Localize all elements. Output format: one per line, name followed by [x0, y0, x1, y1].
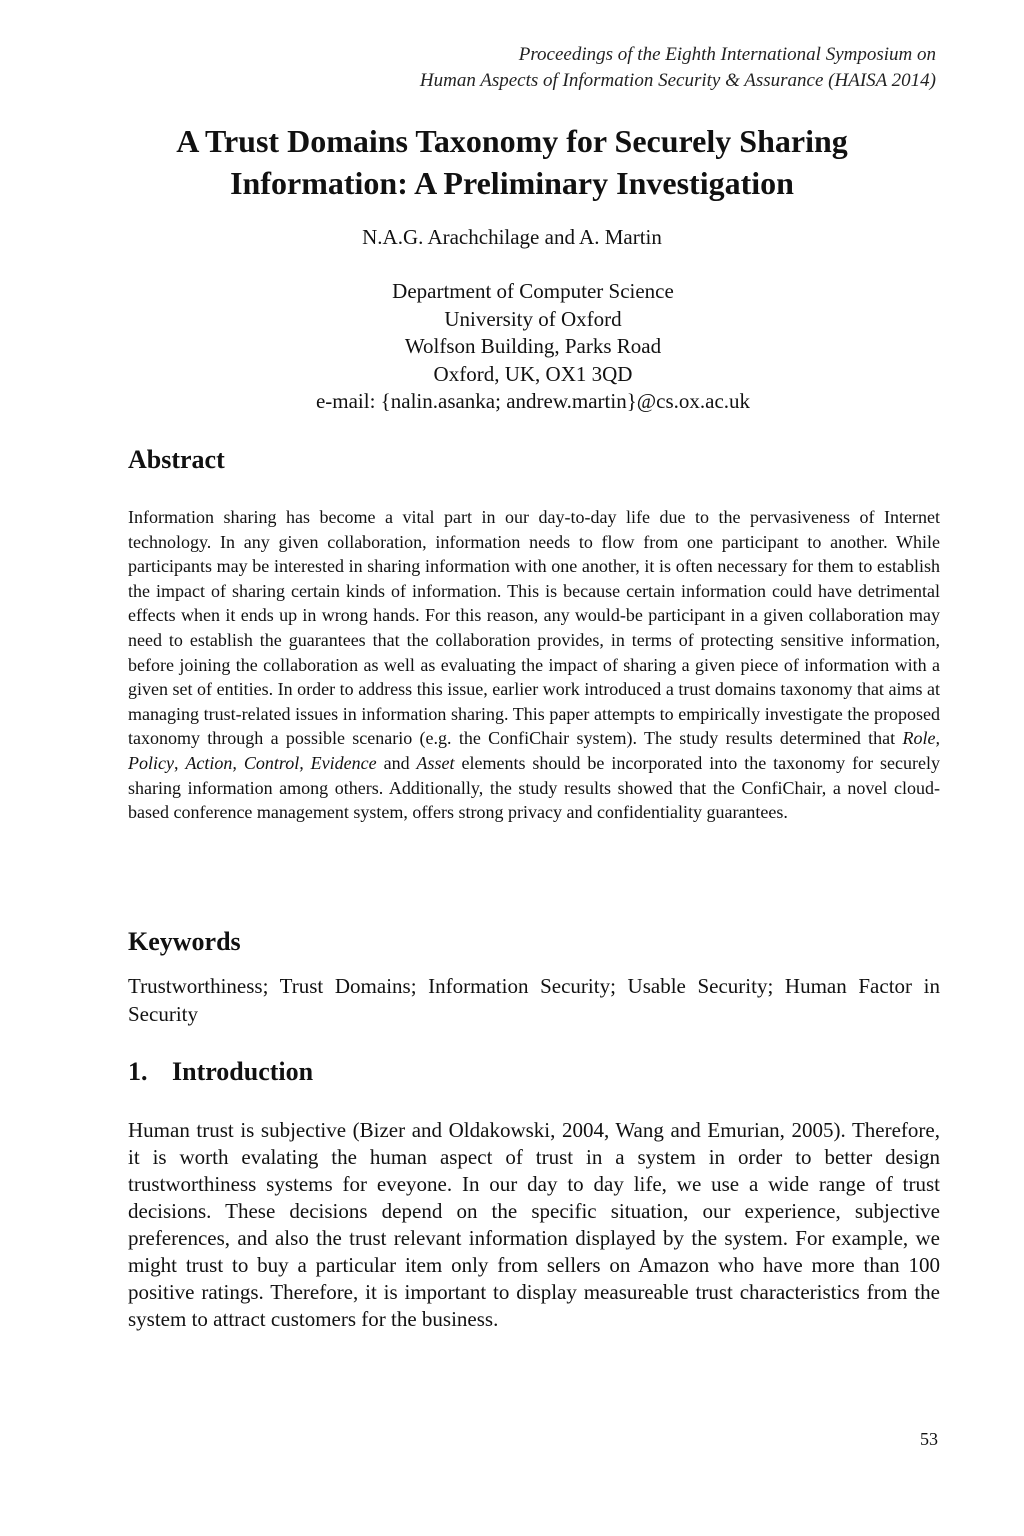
abstract-emphasis-role-policy: Role, Policy [128, 728, 940, 773]
proceedings-header [420, 42, 936, 94]
section-number: 1. [128, 1057, 148, 1086]
abstract-heading: Abstract [128, 445, 225, 474]
introduction-body: Human trust is subjective (Bizer and Oldakowski, 2004, Wang and Emurian, 2005). Therefore, it is worth evalating the human aspect of trust in a system in order to better design trustworthiness systems for eveyone. In our day to day life, we use a wide range of trust decisions. These decisions depend on the specific situation, our experience, subjective preferences, and also the trust relevant information displayed by the system. For example, we might trust to buy a particular item only from sellers on Amazon who have more than 100 positive ratings. Therefore, it is important to display measureable trust characteristics from the system to attract customers for the business. [128, 1118, 940, 1331]
title-line-2: Information: A Preliminary Investigation [230, 165, 794, 201]
affiliation-building: Wolfson Building, Parks Road [404, 334, 662, 358]
introduction-heading [128, 1056, 313, 1088]
abstract-text-part-2: elements should be incorporated into the taxonomy for securely sharing information among others. Additionally, the study results showed that the ConfiChair, a novel cloud-based conference management system, offers strong privacy and confidentiality guarantees. [128, 752, 940, 823]
abstract-text-part-1: Information sharing has become a vital part in our day-to-day life due to the pervasiveness of Internet technology. In any given collaboration, information needs to flow from one participant to another. While participants may be interested in sharing information with one another, it is often necessary for them to establish the impact of sharing certain kinds of information. This is because certain information could have detrimental effects when it ends up in wrong hands. For this reason, any would-be participant in a given collaboration may need to establish the guarantees that the collaboration provides, in terms of protecting sensitive information, before joining the collaboration as well as evaluating the impact of sharing a given piece of information with a given set of entities. In order to address this issue, earlier work introduced a trust domains taxonomy that aims at managing trust-related issues in information sharing. This paper attempts to empirically investigate the proposed taxonomy through a possible scenario (e.g. the ConfiChair system). The study results determined that [128, 507, 940, 749]
page-number: 53 [920, 1429, 938, 1449]
abstract-separator: , [173, 752, 186, 773]
authors: N.A.G. Arachchilage and A. Martin [362, 225, 662, 249]
proceedings-line-1: Proceedings of the Eighth International Symposium on [518, 44, 936, 65]
proceedings-line-2: Human Aspects of Information Security & Assurance (HAISA 2014) [419, 70, 936, 91]
keywords-body: Trustworthiness; Trust Domains; Information Security; Usable Security; Human Factor in Security [128, 974, 940, 1026]
paper-title [0, 120, 1024, 204]
abstract-emphasis-action-control-evidence: Action, Control, Evidence [185, 752, 377, 773]
affiliation-city: Oxford, UK, OX1 3QD [433, 361, 633, 386]
section-title: Introduction [172, 1057, 314, 1086]
affiliation-email: e-mail: {nalin.asanka; andrew.martin}@cs.ox.ac.uk [315, 389, 751, 413]
affiliation [0, 278, 1024, 416]
affiliation-university: University of Oxford [444, 306, 622, 331]
keywords-heading: Keywords [128, 927, 241, 956]
abstract-body [128, 505, 940, 825]
affiliation-department: Department of Computer Science [392, 279, 674, 303]
abstract-and: and [376, 752, 417, 773]
abstract-emphasis-asset: Asset [416, 752, 455, 773]
title-line-1: A Trust Domains Taxonomy for Securely Sharing [176, 123, 848, 159]
